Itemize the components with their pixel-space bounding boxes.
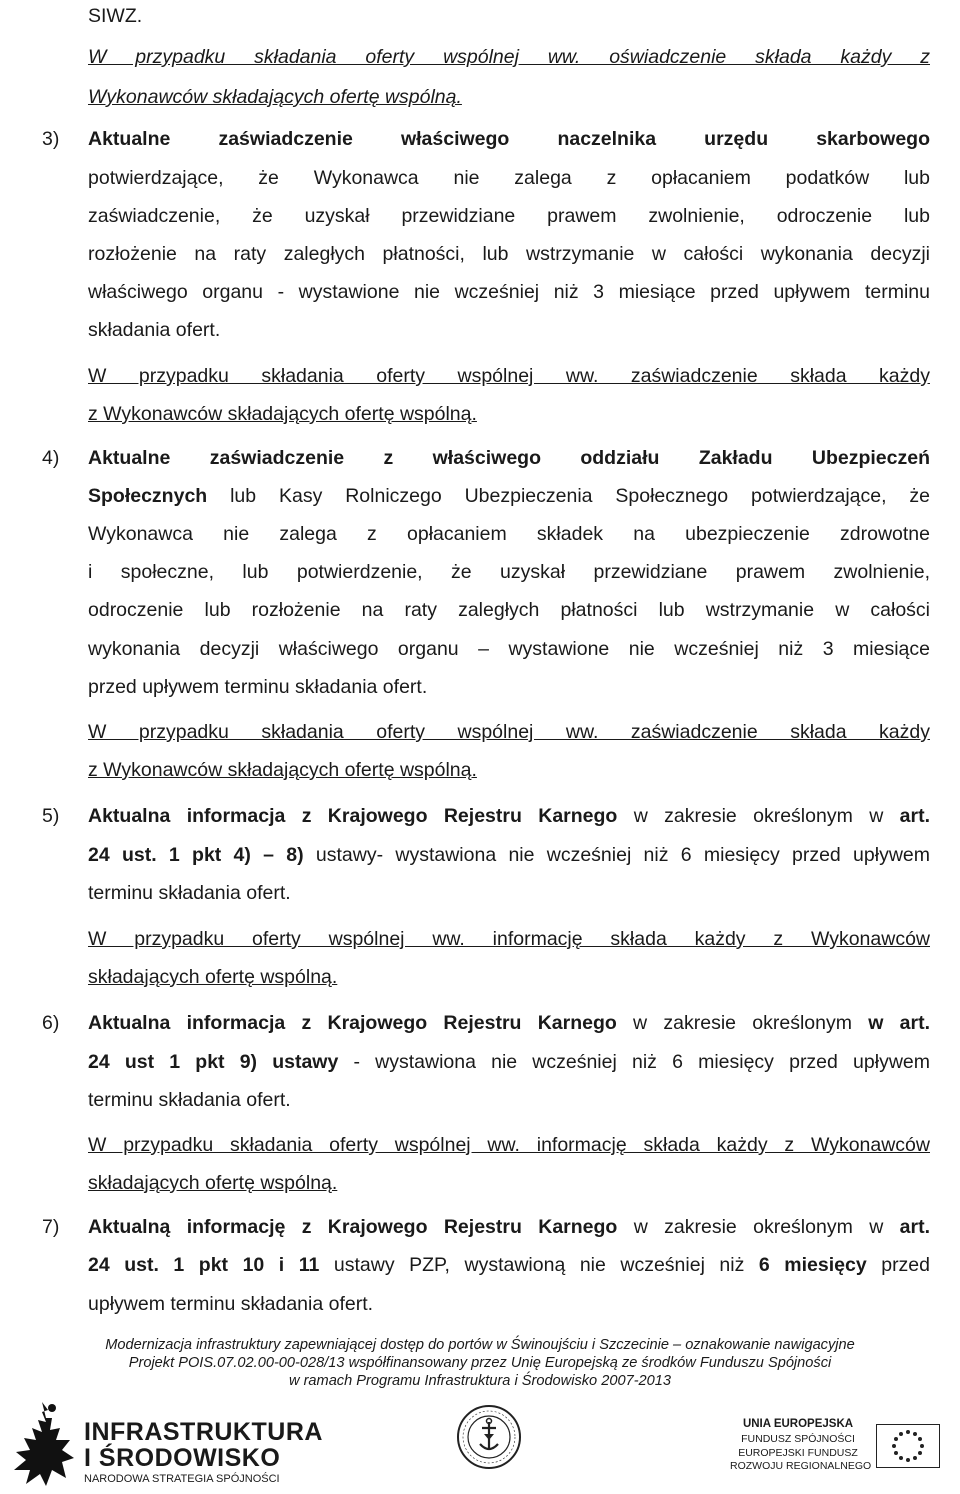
item-5-line-3: terminu składania ofert.	[88, 882, 291, 904]
logo-left-line-1: INFRASTRUKTURA	[84, 1418, 323, 1446]
item-7-line-1: Aktualną informację z Krajowego Rejestru Karnego w zakresie określonym w art.	[88, 1216, 930, 1238]
item-3-line-2: potwierdzające, że Wykonawca nie zalega z opłacaniem podatków lub	[88, 167, 930, 189]
item-6-line-2: 24 ust 1 pkt 9) ustawy - wystawiona nie wcześniej niż 6 miesięcy przed upływem	[88, 1051, 930, 1073]
logo-left-line-2: I ŚRODOWISKO	[84, 1444, 281, 1472]
logo-left-line-3: NARODOWA STRATEGIA SPÓJNOŚCI	[84, 1473, 280, 1485]
item-5-number: 5)	[42, 805, 60, 827]
maritime-office-seal	[456, 1404, 522, 1470]
item-3-line-5: właściwego organu - wystawione nie wcześniej niż 3 miesiące przed upływem terminu	[88, 281, 930, 303]
item-4-line-7: przed upływem terminu składania ofert.	[88, 676, 428, 698]
item-4-line-5: odroczenie lub rozłożenie na raty zaległych płatności lub wstrzymanie w całości	[88, 599, 930, 621]
item-6-note-2: składających ofertę wspólną.	[88, 1172, 338, 1194]
item-4-note-1: W przypadku składania oferty wspólnej ww. zaświadczenie składa każdy	[88, 721, 930, 743]
item-4-number: 4)	[42, 447, 60, 469]
item-5-note-1: W przypadku oferty wspólnej ww. informację składa każdy z Wykonawców	[88, 928, 930, 950]
item-4-line-1: Aktualne zaświadczenie z właściwego oddziału Zakładu Ubezpieczeń	[88, 447, 930, 469]
anchor-seal-icon	[456, 1404, 522, 1470]
logo-right-line-2: FUNDUSZ SPÓJNOŚCI	[741, 1433, 855, 1445]
item-4-line-4: i społeczne, lub potwierdzenie, że uzyskał przewidziane prawem zwolnienie,	[88, 561, 930, 583]
footer-line-3: w ramach Programu Infrastruktura i Środowisko 2007-2013	[288, 1373, 672, 1389]
infrastruktura-logo	[12, 1400, 323, 1490]
top-fragment: SIWZ.	[88, 5, 143, 27]
item-3-note-1: W przypadku składania oferty wspólnej ww. zaświadczenie składa każdy	[88, 365, 930, 387]
item-6-note-1: W przypadku składania oferty wspólnej ww. informację składa każdy z Wykonawców	[88, 1134, 930, 1156]
eu-logo	[730, 1418, 950, 1478]
item-5-line-1: Aktualna informacja z Krajowego Rejestru Karnego w zakresie określonym w art.	[88, 805, 930, 827]
item-4-line-6: wykonania decyzji właściwego organu – wystawione nie wcześniej niż 3 miesiące	[88, 638, 930, 660]
item-7-line-2: 24 ust. 1 pkt 10 i 11 ustawy PZP, wystawioną nie wcześniej niż 6 miesięcy przed	[88, 1254, 930, 1276]
item-6-line-3: terminu składania ofert.	[88, 1089, 291, 1111]
item-5-line-2: 24 ust. 1 pkt 4) – 8) ustawy- wystawiona nie wcześniej niż 6 miesięcy przed upływem	[88, 844, 930, 866]
item-4-line-2: Społecznych lub Kasy Rolniczego Ubezpieczenia Społecznego potwierdzające, że	[88, 485, 930, 507]
item-3-line-3: zaświadczenie, że uzyskał przewidziane prawem zwolnienie, odroczenie lub	[88, 205, 930, 227]
top-note-line-1: W przypadku składania oferty wspólnej ww. oświadczenie składa każdy z	[88, 46, 930, 68]
logo-right-line-4: ROZWOJU REGIONALNEGO	[730, 1460, 872, 1472]
logo-right-line-1: UNIA EUROPEJSKA	[742, 1418, 854, 1430]
figure-emblem-icon	[12, 1400, 76, 1488]
item-3-note-2: z Wykonawców składających ofertę wspólną.	[88, 403, 477, 425]
item-4-note-2: z Wykonawców składających ofertę wspólną.	[88, 759, 477, 781]
footer-line-2: Projekt POIS.07.02.00-00-028/13 współfinansowany przez Unię Europejską ze środków Funduszu Spójności	[128, 1355, 832, 1371]
item-3-line-6: składania ofert.	[88, 319, 221, 341]
item-6-line-1: Aktualna informacja z Krajowego Rejestru Karnego w zakresie określonym w art.	[88, 1012, 930, 1034]
footer-line-1: Modernizacja infrastruktury zapewniającej dostęp do portów w Świnoujściu i Szczecinie – oznakowanie nawigacyjne	[105, 1337, 855, 1353]
item-7-number: 7)	[42, 1216, 60, 1238]
item-6-number: 6)	[42, 1012, 60, 1034]
eu-flag-icon	[876, 1424, 940, 1468]
item-3-line-4: rozłożenie na raty zaległych płatności, lub wstrzymanie w całości wykonania decyzji	[88, 243, 930, 265]
item-3-line-1: Aktualne zaświadczenie właściwego naczelnika urzędu skarbowego	[88, 128, 930, 150]
item-7-line-3: upływem terminu składania ofert.	[88, 1293, 374, 1315]
item-3-number: 3)	[42, 128, 60, 150]
item-5-note-2: składających ofertę wspólną.	[88, 966, 338, 988]
top-note-line-2: Wykonawców składających ofertę wspólną.	[88, 86, 462, 108]
logo-right-line-3: EUROPEJSKI FUNDUSZ	[738, 1447, 858, 1459]
item-4-line-3: Wykonawca nie zalega z opłacaniem składek na ubezpieczenie zdrowotne	[88, 523, 930, 545]
